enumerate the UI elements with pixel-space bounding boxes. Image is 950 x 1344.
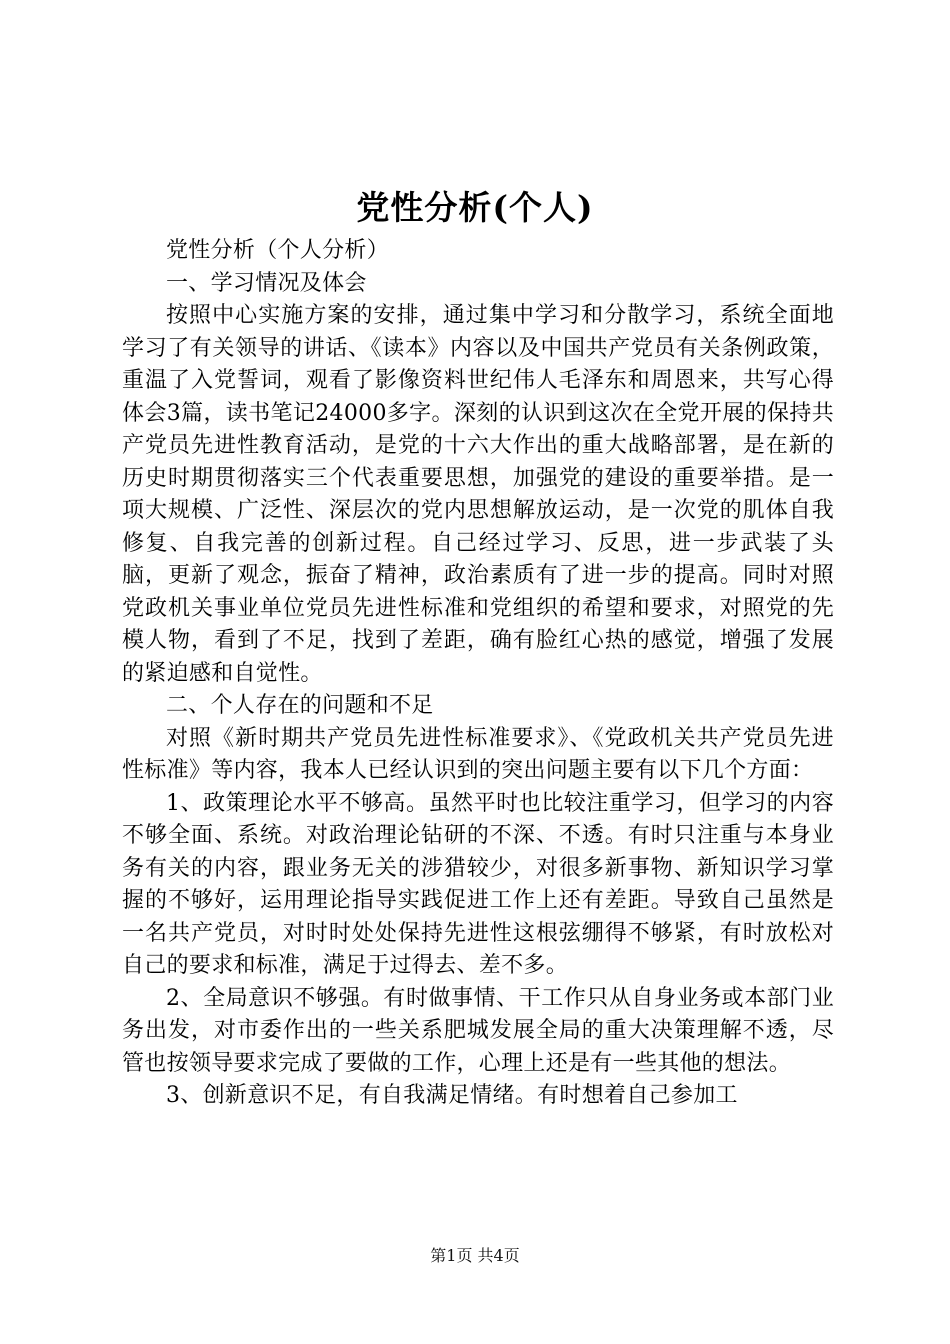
document-body: [122, 235, 834, 1113]
list-item-3: 3、创新意识不足，有自我满足情绪。有时想着自己参加工: [166, 1083, 738, 1108]
section-heading-1: 一、学习情况及体会: [166, 270, 367, 296]
page-footer: 第1页 共4页: [430, 1246, 520, 1265]
list-item-2: 2、全局意识不够强。有时做事情、干工作只从自身业务或本部门业务出发，对市委作出的一些关系肥城发展全局的重大决策理解不透，尽管也按领导要求完成了要做的工作，心理上还是有一些其他的想法。: [122, 985, 834, 1076]
body-paragraph-1: 按照中心实施方案的安排，通过集中学习和分散学习，系统全面地学习了有关领导的讲话、《读本》内容以及中国共产党员有关条例政策，重温了入党誓词，观看了影像资料世纪伟人毛泽东和周恩来，共写心得体会3篇，读书笔记24000多字。深刻的认识到这次在全党开展的保持共产党员先进性教育活动，是党的十六大作出的重大战略部署，是在新的历史时期贯彻落实三个代表重要思想，加强党的建设的重要举措。是一项大规模、广泛性、深层次的党内思想解放运动，是一次党的肌体自我修复、自我完善的创新过程。自己经过学习、反思，进一步武装了头脑，更新了观念，振奋了精神，政治素质有了进一步的提高。同时对照党政机关事业单位党员先进性标准和党组织的希望和要求，对照党的先模人物，看到了不足，找到了差距，确有脸红心热的感觉，增强了发展的紧迫感和自觉性。: [122, 303, 834, 686]
section-heading-2: 二、个人存在的问题和不足: [166, 693, 434, 718]
body-paragraph-2: 对照《新时期共产党员先进性标准要求》、《党政机关共产党员先进性标准》等内容，我本人已经认识到的突出问题主要有以下几个方面：: [122, 725, 834, 783]
document-title: 党性分析(个人): [356, 188, 594, 227]
list-item-1: 1、政策理论水平不够高。虽然平时也比较注重学习，但学习的内容不够全面、系统。对政治理论钻研的不深、不透。有时只注重与本身业务有关的内容，跟业务无关的涉猎较少，对很多新事物、新知识学习掌握的不够好，运用理论指导实践促进工作上还有差距。导致自己虽然是一名共产党员，对时时处处保持先进性这根弦绷得不够紧，有时放松对自己的要求和标准，满足于过得去、差不多。: [122, 790, 834, 978]
subtitle-paragraph: 党性分析（个人分析）: [166, 238, 390, 263]
